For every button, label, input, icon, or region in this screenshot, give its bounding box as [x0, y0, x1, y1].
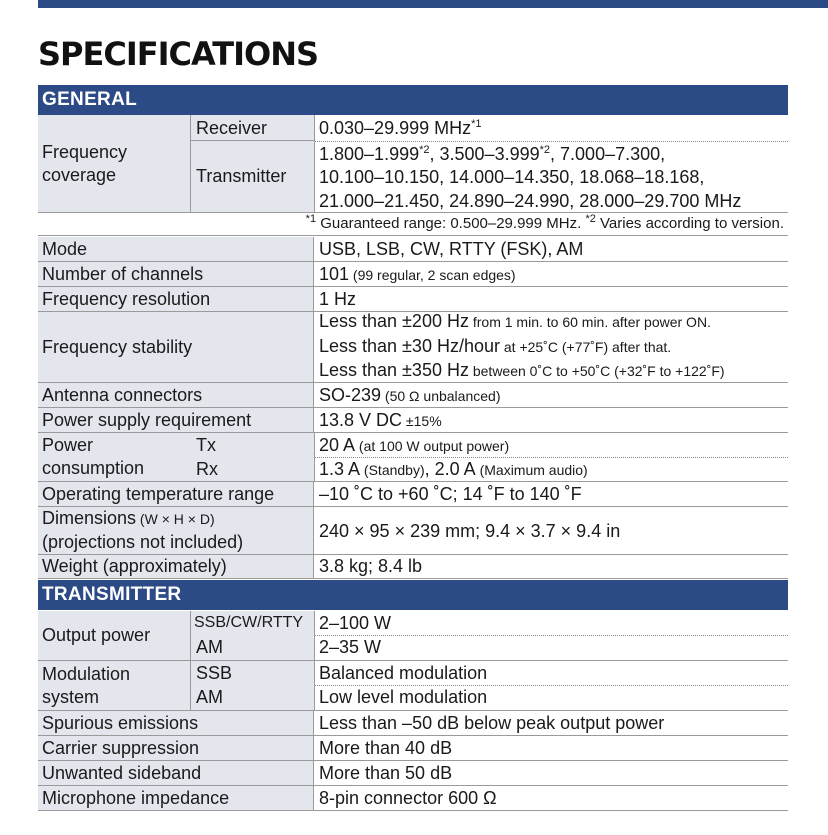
stability-value — [315, 312, 788, 382]
note-text2: Varies according to version. — [595, 215, 784, 232]
microphone-value: 8-pin connector 600 Ω — [319, 788, 497, 808]
carrier-value: More than 40 dB — [319, 738, 453, 758]
output-ssb-label: SSB/CW/RTTY — [190, 611, 314, 635]
output-am-label: AM — [190, 635, 314, 660]
receiver-label: Receiver — [190, 115, 314, 141]
antenna-value-text: SO-239 — [319, 385, 382, 405]
note-sup2: *2 — [585, 213, 596, 225]
frequency-coverage-label-cell — [38, 115, 315, 212]
mod-am-label: AM — [190, 685, 314, 710]
pc-rx-v1: 1.3 A — [319, 459, 361, 479]
tx-line1-sup2: *2 — [539, 144, 551, 156]
pc-rx-n2: (Maximum audio) — [475, 462, 588, 478]
dimensions-row — [38, 507, 788, 555]
carrier-label: Carrier suppression — [38, 736, 314, 760]
mode-row — [38, 237, 788, 262]
power-supply-value — [315, 408, 788, 432]
power-supply-row — [38, 408, 788, 433]
stability-line-3 — [319, 359, 788, 382]
stability-label — [38, 312, 314, 382]
psu-value-text: 13.8 V DC — [319, 410, 403, 430]
microphone-row — [38, 786, 788, 811]
pc-rx-label: Rx — [196, 459, 218, 479]
note-text1: Guaranteed range: 0.500–29.999 MHz. — [316, 215, 586, 232]
tx-line-1 — [319, 143, 788, 166]
power-supply-label: Power supply requirement — [38, 408, 314, 432]
output-ssb-value: 2–100 W — [319, 613, 392, 633]
channels-row — [38, 262, 788, 287]
output-power-label-cell — [38, 611, 315, 660]
receiver-sup: *1 — [471, 118, 482, 130]
temperature-label: Operating temperature range — [38, 482, 314, 506]
output-power-label-text: Output power — [42, 625, 151, 645]
receiver-value-text: 0.030–29.999 MHz — [319, 118, 472, 138]
pc-label-line1: Power — [42, 435, 94, 455]
resolution-value: 1 Hz — [319, 289, 357, 309]
frequency-coverage-row — [38, 115, 788, 213]
antenna-note: (50 Ω unbalanced) — [381, 388, 501, 404]
pc-rx-n1: (Standby) — [360, 462, 425, 478]
tx-line1-b: , 3.500–3.999 — [429, 144, 540, 164]
tx-line-2: 10.100–10.150, 14.000–14.350, 18.068–18.168, — [319, 167, 705, 188]
temperature-value: –10 ˚C to +60 ˚C; 14 ˚F to 140 ˚F — [319, 484, 582, 504]
stab2-main: Less than ±30 Hz/hour — [319, 335, 500, 356]
power-consumption-label-cell — [38, 433, 315, 481]
note-sup1: *1 — [305, 213, 317, 225]
dim-value-text: 240 × 95 × 239 mm; 9.4 × 3.7 × 9.4 in — [319, 520, 621, 541]
output-power-row — [38, 611, 788, 661]
stab2-note: at +25˚C (+77˚F) after that. — [499, 338, 672, 355]
pc-rx-v2: , 2.0 A — [424, 459, 476, 479]
microphone-label: Microphone impedance — [38, 786, 314, 810]
psu-note: ±15% — [402, 413, 442, 429]
resolution-row — [38, 287, 788, 312]
antenna-value — [315, 383, 788, 407]
carrier-row — [38, 736, 788, 761]
mode-value: USB, LSB, CW, RTTY (FSK), AM — [319, 239, 584, 259]
power-consumption-label — [38, 433, 188, 481]
stability-label-text: Frequency stability — [42, 336, 193, 357]
sideband-label: Unwanted sideband — [38, 761, 314, 785]
page-title: SPECIFICATIONS — [38, 35, 319, 73]
power-consumption-row — [38, 433, 788, 482]
channels-label: Number of channels — [38, 262, 314, 286]
frequency-footnote — [38, 212, 788, 236]
pc-label-line2: consumption — [42, 458, 145, 478]
dim-label-line1 — [42, 507, 313, 531]
dimensions-label — [38, 507, 314, 554]
section-header-general: GENERAL — [38, 85, 788, 115]
stab3-main: Less than ±350 Hz — [319, 360, 469, 381]
weight-row — [38, 555, 788, 579]
dim-label-sub: (W × H × D) — [136, 511, 215, 527]
stab3-note: between 0˚C to +50˚C (+32˚F to +122˚F) — [468, 363, 725, 380]
pc-tx-value-text: 20 A — [319, 435, 356, 455]
channels-value-text: 101 — [319, 264, 350, 284]
sideband-value: More than 50 dB — [319, 763, 453, 783]
stab1-main: Less than ±200 Hz — [319, 312, 469, 332]
mod-am-value: Low level modulation — [319, 687, 488, 707]
transmitter-value — [315, 142, 788, 212]
frequency-coverage-label — [38, 115, 190, 212]
pc-tx-label: Tx — [196, 435, 216, 455]
transmitter-label-text: Transmitter — [196, 166, 287, 186]
tx-line-3: 21.000–21.450, 24.890–24.990, 28.000–29.700 MHz — [319, 190, 742, 211]
pc-tx-value — [315, 433, 788, 457]
modulation-label-cell — [38, 661, 315, 710]
pc-rx-value — [315, 457, 788, 481]
mod-label-line1: Modulation — [42, 663, 131, 684]
resolution-label: Frequency resolution — [38, 287, 314, 311]
spurious-label: Spurious emissions — [38, 711, 314, 735]
stability-line-2 — [319, 335, 788, 360]
top-accent-bar — [38, 0, 828, 8]
modulation-row — [38, 661, 788, 711]
tx-line1-a: 1.800–1.999 — [319, 144, 420, 164]
freq-label-line1: Frequency — [42, 141, 128, 162]
section-header-transmitter: TRANSMITTER — [38, 580, 788, 610]
dim-label-line2: (projections not included) — [42, 532, 244, 552]
sideband-row — [38, 761, 788, 786]
freq-label-line2: coverage — [42, 164, 117, 185]
pc-tx-note: (at 100 W output power) — [355, 438, 510, 454]
stab1-note: from 1 min. to 60 min. after power ON. — [468, 314, 711, 331]
transmitter-label — [190, 141, 314, 212]
antenna-label: Antenna connectors — [38, 383, 314, 407]
spurious-row — [38, 711, 788, 736]
tx-line1-sup1: *2 — [419, 144, 430, 156]
mod-ssb-value: Balanced modulation — [319, 663, 488, 683]
weight-value: 3.8 kg; 8.4 lb — [319, 556, 423, 576]
tx-line1-c: , 7.000–7.300, — [550, 144, 666, 164]
dim-label-text: Dimensions — [42, 508, 137, 528]
output-power-label — [38, 611, 190, 660]
channels-value — [315, 262, 788, 286]
stability-row — [38, 312, 788, 383]
mod-label-line2: system — [42, 686, 100, 707]
dimensions-value — [315, 507, 788, 554]
stability-line-1 — [319, 312, 788, 335]
weight-label: Weight (approximately) — [38, 555, 314, 578]
mod-ssb-label: SSB — [190, 661, 314, 685]
modulation-label — [38, 661, 190, 710]
output-am-value: 2–35 W — [319, 637, 382, 657]
receiver-value — [315, 115, 788, 141]
antenna-row — [38, 383, 788, 408]
mode-label: Mode — [38, 237, 314, 261]
temperature-row — [38, 482, 788, 507]
channels-note: (99 regular, 2 scan edges) — [349, 267, 516, 283]
spurious-value: Less than –50 dB below peak output power — [319, 713, 665, 733]
